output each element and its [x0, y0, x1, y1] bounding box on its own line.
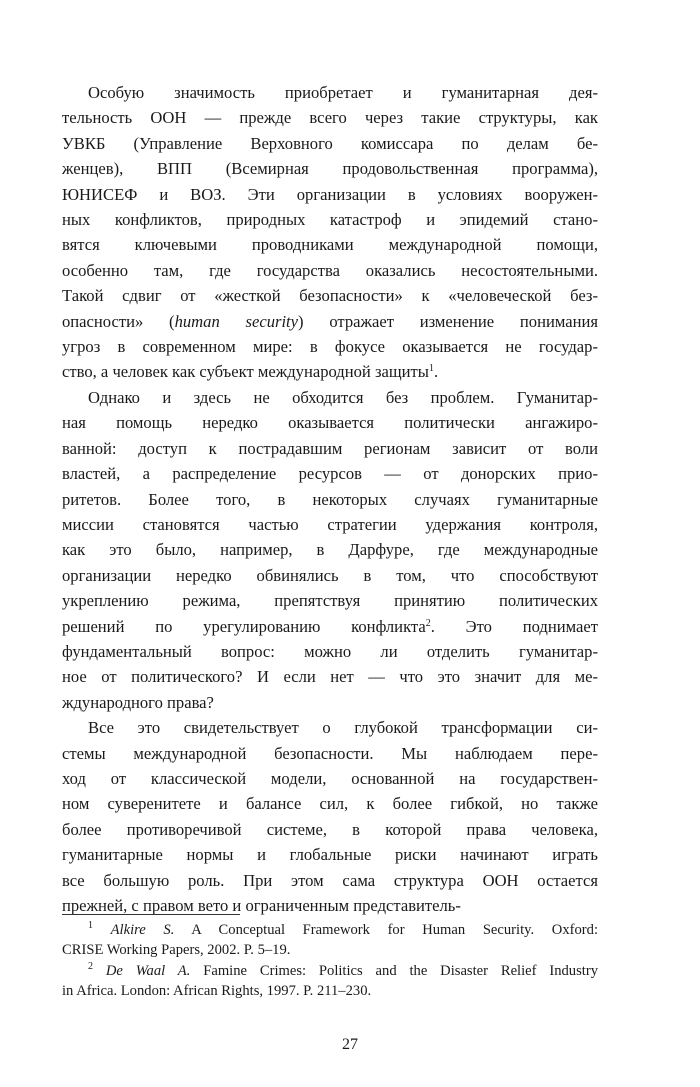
- text-line: прежней, с правом вето и ограниченным представитель-: [62, 896, 461, 915]
- page-number: 27: [342, 1036, 358, 1053]
- text-line: ритетов. Более того, в некоторых случаях гуманитарные: [62, 489, 598, 509]
- footnote-2: [62, 961, 598, 1002]
- text-line: особенно там, где государства оказались несостоятельными.: [62, 260, 598, 280]
- text-line: фундаментальный вопрос: можно ли отделить гуманитар-: [62, 641, 598, 661]
- footnote-line: CRISE Working Papers, 2002. P. 5–19.: [62, 942, 291, 959]
- paragraph: [62, 385, 598, 715]
- paragraph: [62, 715, 598, 918]
- paragraph: [62, 80, 598, 385]
- text-line: ном суверенитете и балансе сил, к более гибкой, но также: [62, 794, 598, 814]
- footnote-reference: 2: [425, 617, 431, 629]
- text-line: миссии становятся частью стратегии удержания контроля,: [62, 514, 598, 534]
- text-line: как это было, например, в Дарфуре, где международные: [62, 540, 598, 560]
- footnote-marker: 1: [88, 920, 93, 931]
- text-line: Однако и здесь не обходится без проблем. Гуманитар-: [88, 387, 598, 407]
- footnote-line: in Africa. London: African Rights, 1997. P. 211–230.: [62, 983, 372, 1000]
- text-line: организации нередко обвинялись в том, что способствуют: [62, 565, 598, 585]
- footnote-author: De Waal A.: [105, 962, 191, 979]
- footnotes: [62, 920, 598, 1002]
- text-line: ство, а человек как субъект международной защиты$^1$.: [62, 362, 439, 382]
- text-line: Такой сдвиг от «жесткой безопасности» к «человеческой без-: [62, 286, 598, 306]
- text-line: ных конфликтов, природных катастроф и эпидемий стано-: [62, 210, 598, 230]
- text-line: ная помощь нередко оказывается политически ангажиро-: [62, 413, 598, 433]
- text-line: Все это свидетельствует о глубокой трансформации си-: [88, 718, 598, 738]
- footnote-author: Alkire S.: [110, 922, 175, 938]
- footnote-marker: 2: [88, 960, 93, 972]
- footnote-separator: [62, 914, 240, 915]
- footnote-text: Famine Crimes: Politics and the Disaster Relief Industry: [203, 962, 598, 979]
- text-line: ЮНИСЕФ и ВОЗ. Эти организации в условиях вооружен-: [62, 184, 598, 204]
- text-line: УВКБ (Управление Верховного комиссара по делам бе-: [62, 133, 598, 153]
- main-text: [62, 80, 598, 918]
- text-line: тельность ООН — прежде всего через такие структуры, как: [62, 108, 598, 128]
- text-line: вятся ключевыми проводниками международной помощи,: [62, 235, 598, 255]
- text-line: решений по урегулированию конфликта$^2$. Это поднимает: [62, 616, 598, 636]
- text-line: ждународного права?: [62, 692, 214, 712]
- text-line: ход от классической модели, основанной на государствен-: [62, 768, 598, 788]
- footnote-1: [62, 920, 598, 961]
- text-line: женцев), ВПП (Всемирная продовольственная программа),: [62, 159, 598, 179]
- text-line: Особую значимость приобретает и гуманитарная дея-: [88, 83, 598, 102]
- italic-term: human security: [174, 311, 299, 331]
- text-line: ное от политического? И если нет — что это значит для ме-: [62, 667, 598, 687]
- text-line: ванной: доступ к пострадавшим регионам зависит от воли: [62, 438, 598, 458]
- footnote-text: A Conceptual Framework for Human Security. Oxford:: [191, 922, 598, 938]
- text-line: угроз в современном мире: в фокусе оказывается не государ-: [62, 337, 598, 357]
- footnote-line: [62, 961, 598, 981]
- text-line: все большую роль. При этом сама структура ООН остается: [62, 870, 598, 890]
- text-line: гуманитарные нормы и глобальные риски начинают играть: [62, 845, 598, 865]
- text-line: опасности» (human security) отражает изменение понимания: [62, 311, 598, 331]
- text-line: властей, а распределение ресурсов — от донорских прио-: [62, 464, 598, 484]
- footnote-line: [62, 920, 598, 940]
- text-line: более противоречивой системе, в которой права человека,: [62, 819, 598, 839]
- text-line: стемы международной безопасности. Мы наблюдаем пере-: [62, 743, 598, 763]
- text-line: укреплению режима, препятствуя принятию политических: [62, 591, 598, 611]
- footnote-reference: 1: [428, 363, 434, 375]
- page-body: [62, 80, 598, 918]
